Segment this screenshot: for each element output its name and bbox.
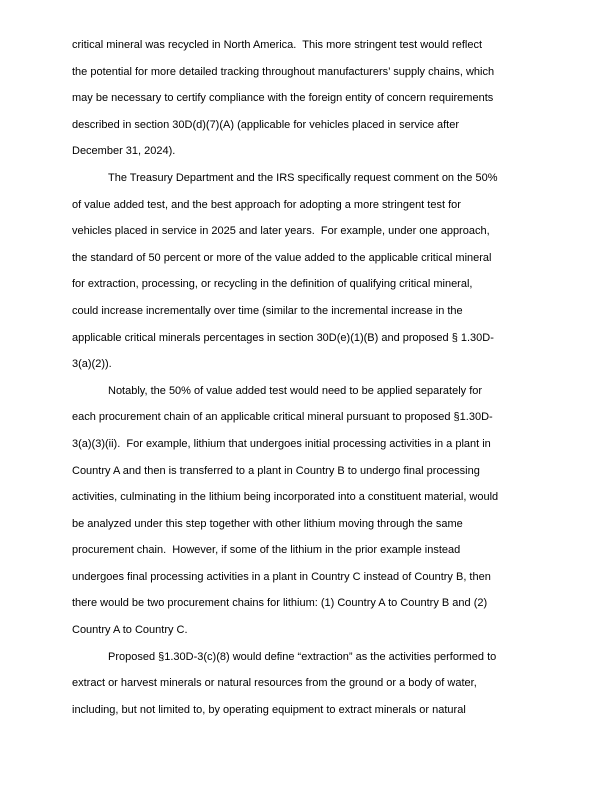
text-line: Country A and then is transferred to a plant in Country B to undergo final processing xyxy=(72,464,480,477)
paragraph-first-line: The Treasury Department and the IRS specifically request comment on the 50% xyxy=(108,171,498,184)
text-line: December 31, 2024). xyxy=(72,145,176,158)
text-line: extract or harvest minerals or natural resources from the ground or a body of water, xyxy=(72,677,477,690)
text-line: for extraction, processing, or recycling in the definition of qualifying critical mineral, xyxy=(72,278,473,291)
paragraph-first-line: Proposed §1.30D-3(c)(8) would define “extraction” as the activities performed to xyxy=(108,650,497,663)
text-line: critical mineral was recycled in North America. This more stringent test would reflect xyxy=(72,39,482,51)
text-line: procurement chain. However, if some of the lithium in the prior example instead xyxy=(72,544,461,557)
text-line: 3(a)(3)(ii). For example, lithium that undergoes initial processing activities in a plant in xyxy=(72,437,491,450)
text-line: applicable critical minerals percentages in section 30D(e)(1)(B) and proposed § 1.30D- xyxy=(72,331,494,344)
paragraph-first-line: Notably, the 50% of value added test would need to be applied separately for xyxy=(108,384,483,397)
text-line: of value added test, and the best approach for adopting a more stringent test for xyxy=(72,198,461,211)
text-line: could increase incrementally over time (similar to the incremental increase in the xyxy=(72,304,463,317)
text-line: Country A to Country C. xyxy=(72,624,188,637)
text-line: including, but not limited to, by operating equipment to extract minerals or natural xyxy=(72,703,466,716)
text-line: the standard of 50 percent or more of the value added to the applicable critical mineral xyxy=(72,251,492,264)
text-line: be analyzed under this step together with other lithium moving through the same xyxy=(72,517,463,530)
text-line: 3(a)(2)). xyxy=(72,358,112,371)
text-line: vehicles placed in service in 2025 and later years. For example, under one approach, xyxy=(72,225,490,238)
text-line: the potential for more detailed tracking throughout manufacturers’ supply chains, which xyxy=(72,65,495,78)
text-line: may be necessary to certify compliance with the foreign entity of concern requirements xyxy=(72,92,494,105)
text-line: undergoes final processing activities in a plant in Country C instead of Country B, then xyxy=(72,570,491,583)
document-body xyxy=(72,32,542,723)
text-line: activities, culminating in the lithium being incorporated into a constituent material, would xyxy=(72,491,499,504)
text-line: there would be two procurement chains for lithium: (1) Country A to Country B and (2) xyxy=(72,597,488,610)
text-line: described in section 30D(d)(7)(A) (applicable for vehicles placed in service after xyxy=(72,118,460,131)
text-line: each procurement chain of an applicable critical mineral pursuant to proposed §1.30D- xyxy=(72,411,493,424)
